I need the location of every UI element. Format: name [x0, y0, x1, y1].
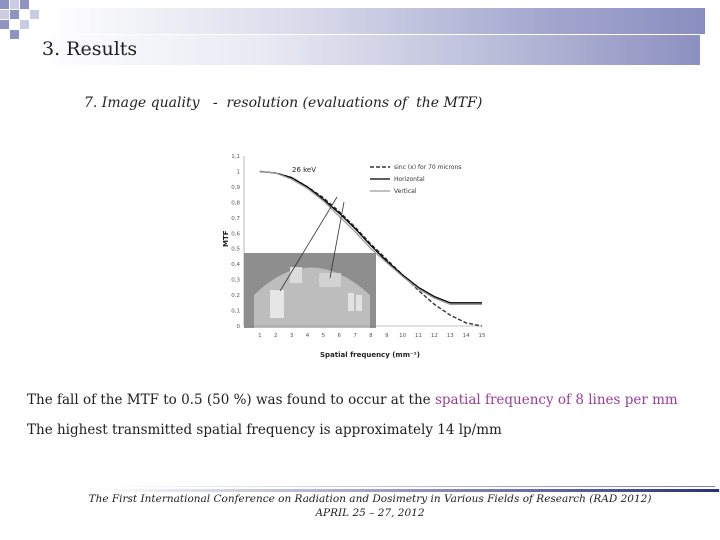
x-tick-label: 7 — [353, 333, 357, 339]
x-tick-label: 13 — [446, 333, 454, 339]
mtf-chart — [222, 145, 490, 370]
y-tick-label: 0,1 — [231, 308, 240, 315]
footer-date: APRIL 25 – 27, 2012 — [315, 507, 425, 519]
header-gradient-band — [45, 8, 705, 34]
footer-rule — [97, 489, 719, 492]
y-tick-label: 0 — [236, 324, 240, 330]
decor-square — [10, 30, 19, 39]
x-tick-label: 12 — [430, 333, 438, 339]
y-tick-label: 1,1 — [231, 154, 240, 160]
decor-square — [0, 0, 9, 9]
x-tick-label: 10 — [399, 333, 407, 339]
x-tick-label: 8 — [369, 333, 373, 339]
y-tick-label: 0,6 — [231, 231, 240, 238]
y-tick-label: 0,5 — [231, 246, 240, 253]
decor-square — [0, 10, 9, 19]
y-tick-label: 0,4 — [231, 262, 240, 269]
x-tick-label: 11 — [415, 333, 423, 339]
chart-annotation: 26 keV — [292, 166, 317, 174]
slide-subtitle: 7. Image quality - resolution (evaluations of the MTF) — [84, 95, 483, 111]
x-tick-label: 2 — [273, 333, 278, 339]
decor-square — [10, 0, 19, 9]
result-text-prefix: The fall of the MTF to 0.5 (50 %) was found to occur at the — [27, 392, 435, 408]
x-tick-label: 9 — [385, 333, 389, 339]
result-text-mtf50 — [27, 392, 678, 408]
decor-square — [30, 10, 39, 19]
y-tick-label: 0,3 — [231, 277, 240, 284]
x-tick-label: 6 — [337, 333, 341, 339]
result-text-highlight: spatial frequency of 8 lines per mm — [434, 392, 678, 408]
y-axis-label: MTF — [222, 230, 230, 247]
slide-title: 3. Results — [42, 38, 138, 60]
x-tick-label: 1 — [258, 333, 262, 339]
phantom-image-inset — [244, 253, 376, 328]
legend-label: sinc (x) for 70 microns — [394, 164, 462, 171]
footer-conference: The First International Conference on Radiation and Dosimetry in Various Fields of Research (RAD 2012) — [88, 493, 652, 505]
y-tick-label: 0,7 — [231, 215, 240, 222]
y-tick-label: 0,2 — [231, 293, 240, 300]
x-tick-label: 3 — [289, 333, 294, 339]
decor-square — [20, 20, 29, 29]
result-text-limit: The highest transmitted spatial frequency is approximately 14 lp/mm — [27, 422, 502, 438]
legend-label: Vertical — [394, 188, 417, 195]
y-tick-label: 1 — [236, 169, 240, 176]
y-tick-label: 0,8 — [231, 200, 240, 207]
y-tick-label: 0,9 — [231, 184, 240, 191]
x-tick-label: 14 — [462, 333, 470, 339]
legend-label: Horizontal — [394, 176, 425, 183]
decor-square — [10, 10, 19, 19]
x-tick-label: 5 — [321, 333, 326, 339]
x-axis-label: Spatial frequency (mm⁻¹) — [320, 351, 420, 359]
decor-square — [20, 0, 29, 9]
x-tick-label: 15 — [478, 333, 486, 339]
decor-square — [0, 20, 9, 29]
x-tick-label: 4 — [305, 333, 310, 339]
footer-rule-thin — [105, 486, 715, 487]
mtf-chart-svg — [222, 145, 490, 370]
